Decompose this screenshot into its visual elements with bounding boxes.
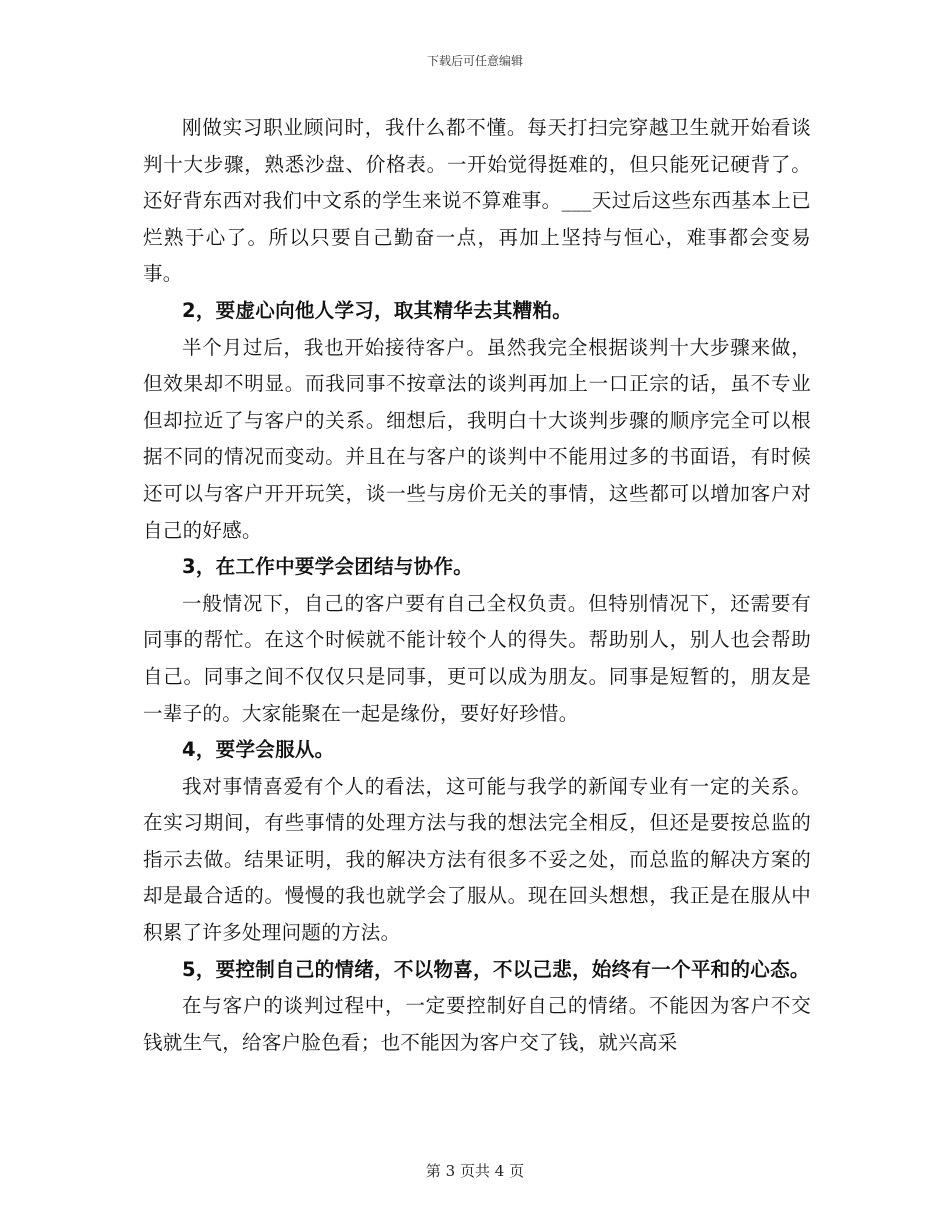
paragraph-learn-from-others: 半个月过后，我也开始接待客户。虽然我完全根据谈判十大步骤来做，但效果却不明显。而我同事不按章法的谈判再加上一口正宗的话，虽不专业但却拉近了与客户的关系。细想后，我明白十大谈判步骤的顺序完全可以根据不同的情况而变动。并且在与客户的谈判中不能用过多的书面语，有时候还可以与客户开开玩笑，谈一些与房价无关的事情，这些都可以增加客户对自己的好感。 [143,335,811,542]
section-heading-2: 2，要虚心向他人学习，取其精华去其糟粕。 [182,298,573,322]
section-heading-3: 3，在工作中要学会团结与协作。 [182,555,474,579]
page-header: 下载后可任意编辑 [426,54,523,68]
paragraph-obedience: 我对事情喜爱有个人的看法，这可能与我学的新闻专业有一定的关系。在实习期间，有些事情的处理方法与我的想法完全相反，但还是要按总监的指示去做。结果证明，我的解决方法有很多不妥之处，而总监的解决方案的却是最合适的。慢慢的我也就学会了服从。现在回头想想，我正是在服从中积累了许多处理问题的方法。 [143,774,811,945]
page-footer: 第 3 页共 4 页 [425,1162,525,1180]
paragraph-emotion-control: 在与客户的谈判过程中，一定要控制好自己的情绪。不能因为客户不交钱就生气，给客户脸色看；也不能因为客户交了钱，就兴高采 [143,994,811,1054]
paragraph-teamwork: 一般情况下，自己的客户要有自己全权负责。但特别情况下，还需要有同事的帮忙。在这个时候就不能计较个人的得失。帮助别人，别人也会帮助自己。同事之间不仅仅只是同事，更可以成为朋友。同事是短暂的，朋友是一辈子的。大家能聚在一起是缘份，要好好珍惜。 [143,591,811,725]
section-heading-5: 5，要控制自己的情绪，不以物喜，不以己悲，始终有一个平和的心态。 [182,957,810,981]
document-body [143,110,811,1061]
section-heading-4: 4，要学会服从。 [182,738,335,762]
paragraph-intern-experience: 刚做实习职业顾问时，我什么都不懂。每天打扫完穿越卫生就开始看谈判十大步骤，熟悉沙盘、价格表。一开始觉得挺难的，但只能死记硬背了。还好背东西对我们中文系的学生来说不算难事。___天过后这些东西基本上已烂熟于心了。所以只要自己勤奋一点，再加上坚持与恒心，难事都会变易事。 [143,116,811,286]
